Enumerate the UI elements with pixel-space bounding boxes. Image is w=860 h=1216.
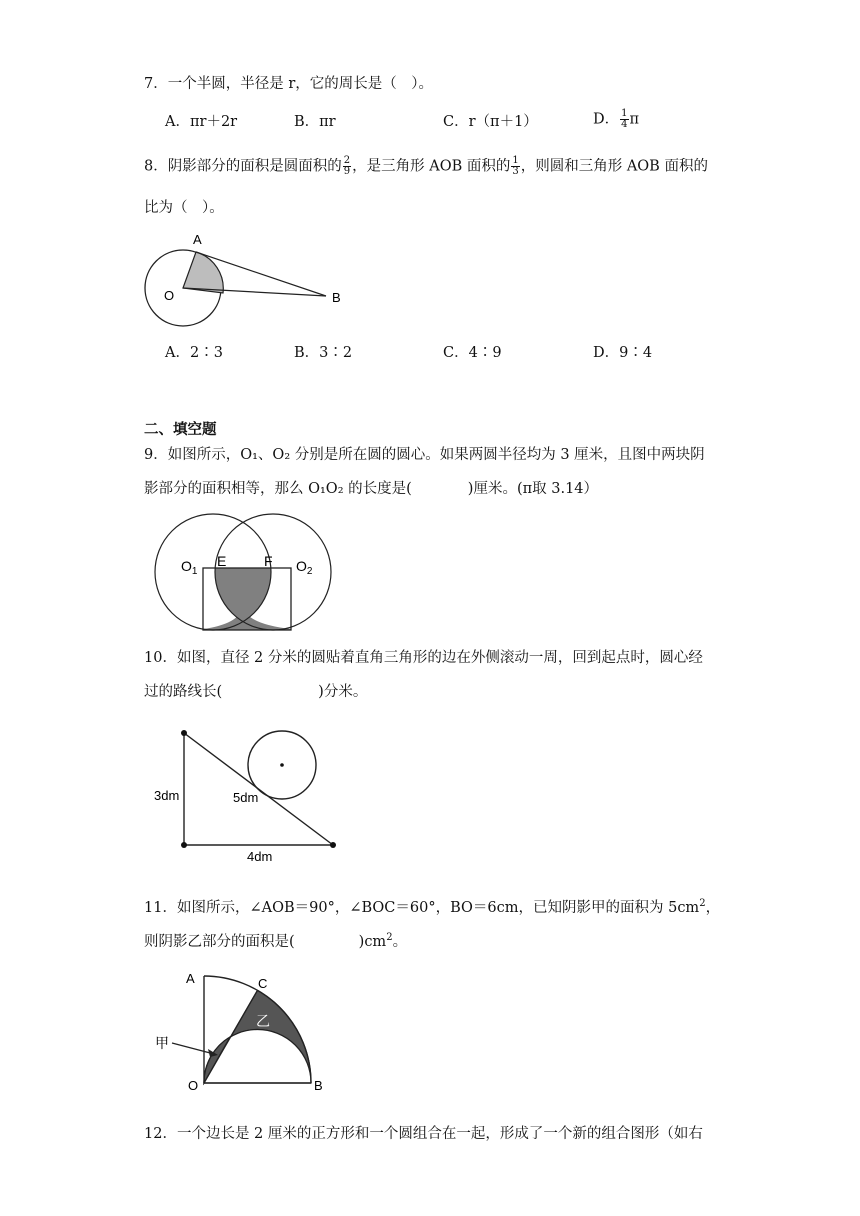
label-b: B xyxy=(332,290,341,305)
option-a[interactable] xyxy=(165,343,223,363)
option-a[interactable] xyxy=(165,112,237,132)
question-text: )cm xyxy=(358,933,387,950)
question-10-line2 xyxy=(144,682,367,702)
question-text: 一个半圆，半径是 r，它的周长是（ ）。 xyxy=(167,76,434,92)
question-number: 8． xyxy=(144,158,168,175)
label-o: O xyxy=(188,1078,199,1093)
fraction: $\frac{1}{4}$ xyxy=(621,108,628,130)
option-c[interactable] xyxy=(443,343,502,363)
label-o: O xyxy=(164,288,175,303)
label-3dm: 3dm xyxy=(154,788,180,803)
fraction: $\frac{1}{3}$ xyxy=(512,155,519,177)
option-text: r（π＋1） xyxy=(468,114,538,130)
question-11-line2 xyxy=(144,928,407,952)
question-text: 影部分的面积相等，那么 O₁O₂ 的长度是( xyxy=(144,481,412,497)
question-number: 9． xyxy=(144,447,168,463)
superscript: 2 xyxy=(386,932,393,943)
question-7 xyxy=(144,74,433,94)
label-5dm: 5dm xyxy=(233,790,259,805)
option-d[interactable] xyxy=(593,109,639,130)
option-text: 9∶4 xyxy=(619,345,653,361)
option-letter: B． xyxy=(294,345,320,361)
label-a: A xyxy=(186,971,195,986)
label-jia: 甲 xyxy=(155,1035,169,1051)
option-letter: C． xyxy=(443,345,469,361)
option-letter: A． xyxy=(165,345,190,361)
section-title: 二、填空题 xyxy=(144,422,217,438)
question-number: 11． xyxy=(144,899,177,916)
question-11 xyxy=(144,894,720,918)
question-text: 一个边长是 2 厘米的正方形和一个圆组合在一起，形成了一个新的组合图形（如右 xyxy=(176,1126,703,1142)
label-c: C xyxy=(258,976,268,991)
label-b: B xyxy=(314,1078,323,1093)
question-text: )分米。 xyxy=(318,684,368,700)
question-number: 10． xyxy=(144,650,177,666)
label-f: F xyxy=(264,553,273,569)
option-letter: D． xyxy=(593,111,620,128)
option-d[interactable] xyxy=(593,343,652,363)
figure-circle-triangle xyxy=(140,228,350,333)
fraction: $\frac{2}{9}$ xyxy=(343,155,351,177)
question-text: 阴影部分的面积是圆面积的 xyxy=(167,158,342,175)
question-9-line2 xyxy=(144,479,598,499)
option-letter: A． xyxy=(165,114,190,130)
option-b[interactable] xyxy=(294,112,336,132)
label-a: A xyxy=(193,232,202,247)
question-text: 如图所示，∠AOB＝90°，∠BOC＝60°，BO＝6cm，已知阴影甲的面积为 5cm xyxy=(176,899,700,916)
question-text: 。 xyxy=(392,933,408,950)
option-c[interactable] xyxy=(443,112,538,132)
option-text: 2∶3 xyxy=(189,345,223,361)
option-letter: C． xyxy=(443,114,469,130)
figure-triangle-rolling-circle xyxy=(145,722,355,867)
option-text: πr＋2r xyxy=(189,114,238,130)
option-text: πr xyxy=(319,114,336,130)
option-letter: D． xyxy=(593,345,620,361)
question-number: 12． xyxy=(144,1126,177,1142)
question-8 xyxy=(144,156,708,177)
label-yi: 乙 xyxy=(256,1013,270,1029)
option-letter: B． xyxy=(294,114,320,130)
option-b[interactable] xyxy=(294,343,352,363)
question-text: ， xyxy=(705,899,721,916)
figure-quarter-circle xyxy=(148,966,348,1096)
question-8-line2: 比为（ ）。 xyxy=(144,200,224,216)
option-text: π xyxy=(629,111,640,128)
question-text: 如图所示，O₁、O₂ 分别是所在圆的圆心。如果两圆半径均为 3 厘米，且图中两块阴 xyxy=(167,447,705,463)
question-text: ，则圆和三角形 AOB 面积的 xyxy=(520,158,708,175)
question-12 xyxy=(144,1124,703,1144)
figure-two-circles xyxy=(140,508,360,633)
question-text: 如图，直径 2 分米的圆贴着直角三角形的边在外侧滚动一周，回到起点时，圆心经 xyxy=(176,650,703,666)
label-e: E xyxy=(217,553,227,569)
question-text: 过的路线长( xyxy=(144,684,223,700)
question-number: 7． xyxy=(144,76,168,92)
question-10 xyxy=(144,648,703,668)
label-4dm: 4dm xyxy=(247,849,273,864)
question-text: 则阴影乙部分的面积是( xyxy=(144,933,295,950)
label-o2: $O_2$ xyxy=(296,558,313,577)
question-text: )厘米。(π取 3.14） xyxy=(467,481,599,497)
superscript: 2 xyxy=(699,898,706,909)
question-9 xyxy=(144,445,705,465)
option-text: 4∶9 xyxy=(468,345,502,361)
question-text: ，是三角形 AOB 面积的 xyxy=(352,158,511,175)
option-text: 3∶2 xyxy=(319,345,353,361)
label-o1: $O_1$ xyxy=(181,558,198,577)
